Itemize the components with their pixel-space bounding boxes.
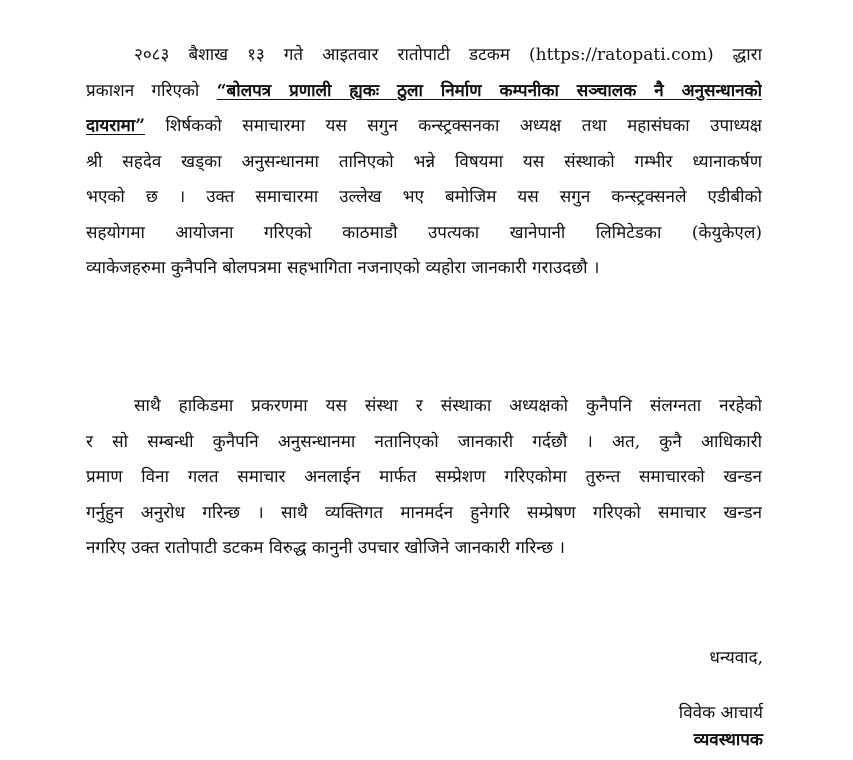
paragraph-1-line-3-suffix: शिर्षकको समाचारमा यस सगुन कन्स्ट्रक्सनका अध्यक्ष तथा महासंघका उपाध्यक्ष: [145, 116, 762, 136]
closing-thanks: धन्यवाद,: [709, 648, 763, 668]
paragraph-2-line-1: साथै हाकिडमा प्रकरणमा यस संस्था र संस्थाका अध्यक्षको कुनैपनि संलग्नता नरहेको: [134, 396, 762, 416]
news-title-part-1: “बोलपत्र प्रणाली ह्यकः ठुला निर्माण कम्पनीका सञ्चालक नै अनुसन्धानको: [216, 80, 762, 101]
paragraph-1-line-2-prefix: प्रकाशन गरिएको: [86, 80, 217, 101]
paragraph-2-line-4: गर्नुहुन अनुरोध गरिन्छ । साथै व्यक्तिगत मानमर्दन हुनेगरि सम्प्रेषण गरिएको समाचार खन्डन: [86, 502, 762, 523]
paragraph-1-line-1: २०८३ बैशाख १३ गते आइतवार रातोपाटी डटकम (https://ratopati.com) द्धारा: [134, 45, 762, 65]
paragraph-1-line-2: [86, 74, 762, 110]
paragraph-1-line-5: भएको छ । उक्त समाचारमा उल्लेख भए बमोजिम यस सगुन कन्स्ट्रक्सनले एडीबीको: [86, 187, 762, 207]
paragraph-1: [86, 38, 762, 287]
signatory-name: विवेक आचार्य: [678, 703, 763, 723]
paragraph-2: [86, 389, 762, 567]
paragraph-1-line-4: श्री सहदेव खड्का अनुसन्धानमा तानिएको भन्ने विषयमा यस संस्थाको गम्भीर ध्यानाकर्षण: [86, 151, 762, 172]
paragraph-2-line-2: र सो सम्बन्धी कुनैपनि अनुसन्धानमा नतानिएको जानकारी गर्दछौ । अत, कुनै आधिकारी: [86, 431, 762, 452]
paragraph-1-line-7: व्याकेजहरुमा कुनैपनि बोलपत्रमा सहभागिता नजनाएको व्यहोरा जानकारी गराउदछौ ।: [86, 258, 600, 278]
signatory-title: व्यवस्थापक: [693, 730, 763, 750]
paragraph-1-line-3: [86, 109, 762, 145]
paragraph-1-line-6: सहयोगमा आयोजना गरिएको काठमाडौ उपत्यका खानेपानी लिमिटेडका (केयुकेएल): [86, 222, 762, 243]
paragraph-2-line-5: नगरिए उक्त रातोपाटी डटकम विरुद्ध कानुनी उपचार खोजिने जानकारी गरिन्छ ।: [86, 538, 565, 558]
paragraph-2-line-3: प्रमाण विना गलत समाचार अनलाईन मार्फत सम्प्रेशण गरिएकोमा तुरुन्त समाचारको खन्डन: [86, 467, 762, 487]
news-title-part-2: दायरामा”: [86, 116, 145, 136]
